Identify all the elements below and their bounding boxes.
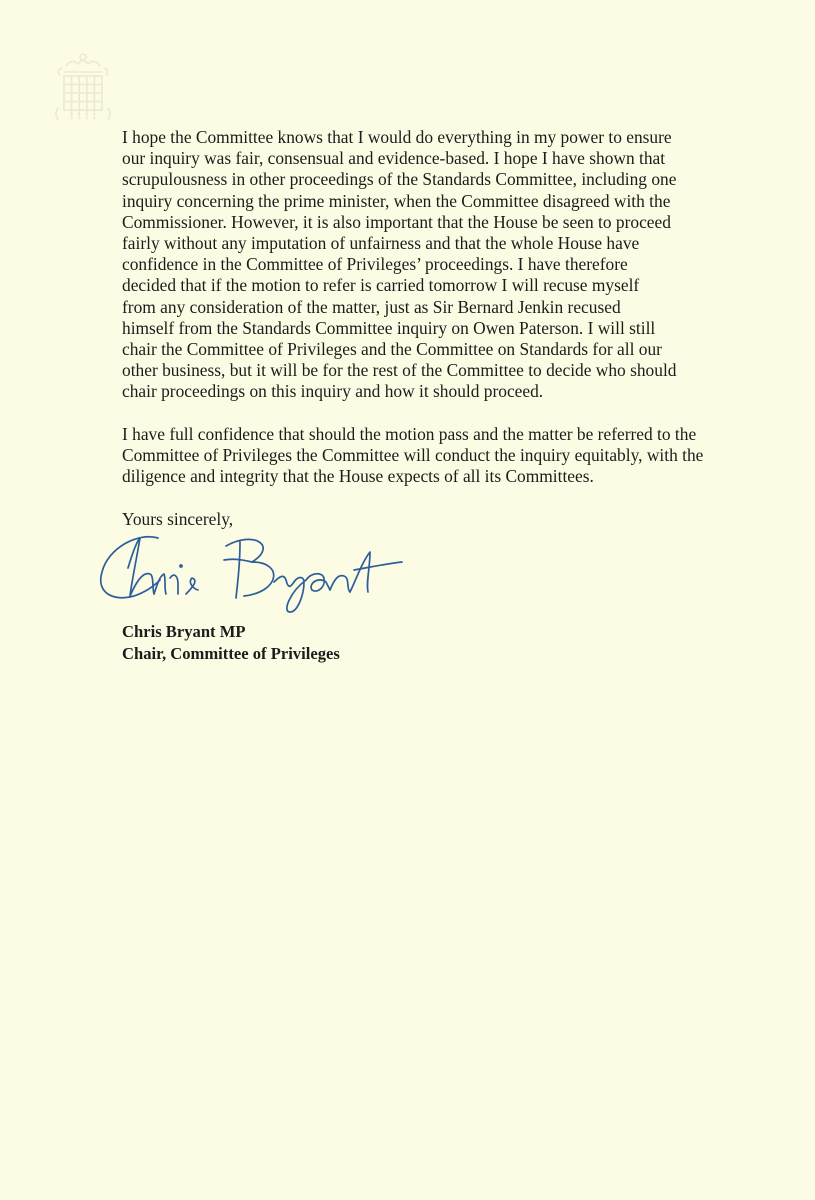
portcullis-crest-icon bbox=[48, 48, 118, 132]
closing-salutation: Yours sincerely, bbox=[122, 509, 234, 530]
paragraph-line: chair proceedings on this inquiry and how it should proceed. bbox=[122, 381, 544, 402]
paragraph-line: I hope the Committee knows that I would do everything in my power to ensure bbox=[122, 127, 672, 147]
signature bbox=[94, 522, 444, 614]
paragraph-line: himself from the Standards Committee inquiry on Owen Paterson. I will still bbox=[122, 317, 656, 338]
paragraph-confidence bbox=[122, 424, 762, 488]
paragraph-line: confidence in the Committee of Privileges’ proceedings. I have therefore bbox=[122, 254, 628, 275]
paragraph-recusal bbox=[122, 127, 762, 403]
letter-body bbox=[122, 127, 762, 530]
paragraph-line: diligence and integrity that the House expects of all its Committees. bbox=[122, 466, 594, 487]
paragraph-line: Commissioner. However, it is also important that the House be seen to proceed bbox=[122, 211, 671, 232]
paragraph-line: Committee of Privileges the Committee will conduct the inquiry equitably, with the bbox=[122, 444, 704, 465]
paragraph-line: I have full confidence that should the motion pass and the matter be referred to the bbox=[122, 423, 697, 444]
paragraph-line: other business, but it will be for the rest of the Committee to decide who should bbox=[122, 360, 677, 381]
signatory-name: Chris Bryant MP bbox=[122, 622, 246, 641]
paragraph-line: scrupulousness in other proceedings of the Standards Committee, including one bbox=[122, 169, 677, 190]
paragraph-line: fairly without any imputation of unfairness and that the whole House have bbox=[122, 233, 640, 254]
paragraph-line: our inquiry was fair, consensual and evidence-based. I hope I have shown that bbox=[122, 148, 666, 169]
paragraph-line: inquiry concerning the prime minister, when the Committee disagreed with the bbox=[122, 190, 671, 211]
paragraph-line: chair the Committee of Privileges and the Committee on Standards for all our bbox=[122, 339, 662, 360]
paragraph-line: decided that if the motion to refer is carried tomorrow I will recuse myself bbox=[122, 275, 640, 296]
paragraph-line: from any consideration of the matter, just as Sir Bernard Jenkin recused bbox=[122, 296, 621, 317]
signatory-block bbox=[122, 621, 340, 664]
signatory-title: Chair, Committee of Privileges bbox=[122, 643, 340, 663]
